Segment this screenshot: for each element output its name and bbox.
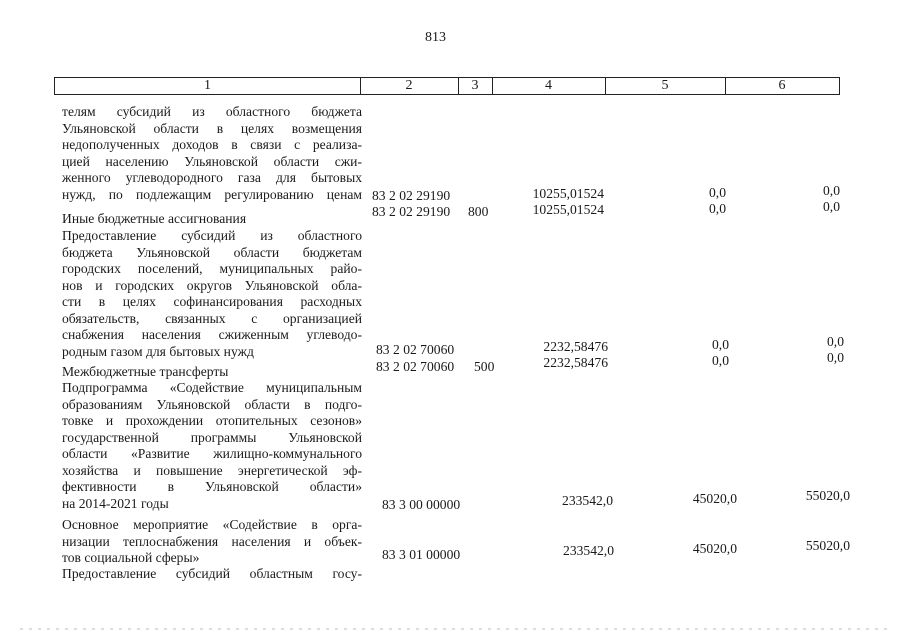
- text-line: Подпрограмма «Содействие муниципальным: [62, 380, 362, 395]
- row-value-col4: 233542,0: [562, 493, 613, 508]
- row-code: 83 2 02 29190: [372, 188, 451, 203]
- text-line: Предоставление субсидий из областного: [62, 228, 362, 243]
- row-description: [62, 228, 362, 360]
- text-line: родным газом для бытовых нужд: [62, 343, 254, 359]
- text-line: Межбюджетные трансферты: [62, 364, 229, 379]
- text-line: цией населению Ульяновской области сжи-: [62, 153, 362, 169]
- text-line: товке и прохождении отопительных сезонов»: [62, 413, 362, 428]
- scan-artifact-line: [20, 628, 890, 630]
- text-line: недополученных доходов в связи с реализа-: [62, 137, 362, 152]
- row-value-col6: 0,0: [823, 199, 840, 214]
- text-line: области «Развитие жилищно-коммунального: [62, 446, 362, 461]
- text-line: Иные бюджетные ассигнования: [62, 211, 247, 226]
- row-description: [62, 566, 362, 583]
- row-value-col4: 2232,58476: [543, 339, 608, 354]
- row-value-col6: 0,0: [823, 183, 840, 198]
- row-value-col4: 10255,01524: [532, 186, 604, 201]
- row-code: 83 2 02 29190: [372, 204, 451, 219]
- row-code: 83 3 00 00000: [382, 497, 461, 512]
- header-col-5: 5: [605, 78, 726, 94]
- page-number: 813: [425, 30, 446, 45]
- text-line: обязательств, связанных с организацией: [62, 310, 362, 326]
- row-value-col5: 45020,0: [692, 491, 737, 506]
- row-description: [62, 104, 362, 203]
- text-line: городских поселений, муниципальных райо-: [62, 261, 362, 276]
- text-line: женного углеводородного газа для бытовых: [62, 170, 362, 185]
- row-value-col6: 55020,0: [805, 538, 850, 553]
- header-col-3: 3: [458, 78, 493, 94]
- text-line: снабжения населения сжиженным углеводо-: [62, 327, 362, 342]
- row-value-col4: 233542,0: [563, 543, 614, 558]
- row-value-col6: 55020,0: [805, 488, 850, 503]
- text-line: образованиям Ульяновской области в подго-: [62, 396, 362, 412]
- text-line: государственной программы Ульяновской: [62, 429, 362, 445]
- row-code: 83 3 01 00000: [382, 547, 461, 562]
- header-col-4: 4: [492, 78, 606, 94]
- row-description: [62, 517, 362, 567]
- text-line: фективности в Ульяновской области»: [62, 479, 362, 494]
- row-description: [62, 380, 362, 512]
- row-value-col5: 0,0: [709, 185, 726, 200]
- header-col-2: 2: [360, 78, 459, 94]
- text-line: Предоставление субсидий областным госу-: [62, 566, 362, 581]
- table-header-row: [54, 77, 840, 95]
- text-line: низации теплоснабжения населения и объек-: [62, 533, 362, 549]
- text-line: тов социальной сферы»: [62, 550, 200, 565]
- row-value-col5: 45020,0: [692, 541, 737, 556]
- row-value-col5: 0,0: [712, 337, 729, 352]
- row-csr: 800: [468, 204, 489, 219]
- row-code: 83 2 02 70060: [376, 359, 455, 374]
- text-line: на 2014-2021 годы: [62, 495, 169, 511]
- row-value-col4: 10255,01524: [532, 202, 604, 217]
- text-line: Ульяновской области в целях возмещения: [62, 120, 362, 136]
- row-value-col6: 0,0: [827, 350, 844, 365]
- text-line: сти в целях софинансирования расходных: [62, 294, 362, 309]
- header-col-1: 1: [55, 78, 361, 94]
- text-line: Основное мероприятие «Содействие в орга-: [62, 517, 362, 532]
- row-csr: 500: [474, 359, 495, 374]
- text-line: нов и городских округов Ульяновской обла-: [62, 277, 362, 293]
- row-value-col5: 0,0: [712, 353, 729, 368]
- text-line: бюджета Ульяновской области бюджетам: [62, 244, 362, 260]
- row-value-col5: 0,0: [709, 201, 726, 216]
- text-line: нужд, по подлежащим регулированию ценам: [62, 186, 362, 202]
- row-code: 83 2 02 70060: [376, 342, 455, 357]
- row-description: [62, 211, 362, 228]
- row-value-col6: 0,0: [827, 334, 844, 349]
- row-value-col4: 2232,58476: [543, 355, 608, 370]
- header-col-6: 6: [778, 78, 786, 93]
- text-line: хозяйства и повышение энергетической эф-: [62, 462, 362, 478]
- text-line: телям субсидий из областного бюджета: [62, 104, 362, 119]
- row-description: [62, 364, 362, 381]
